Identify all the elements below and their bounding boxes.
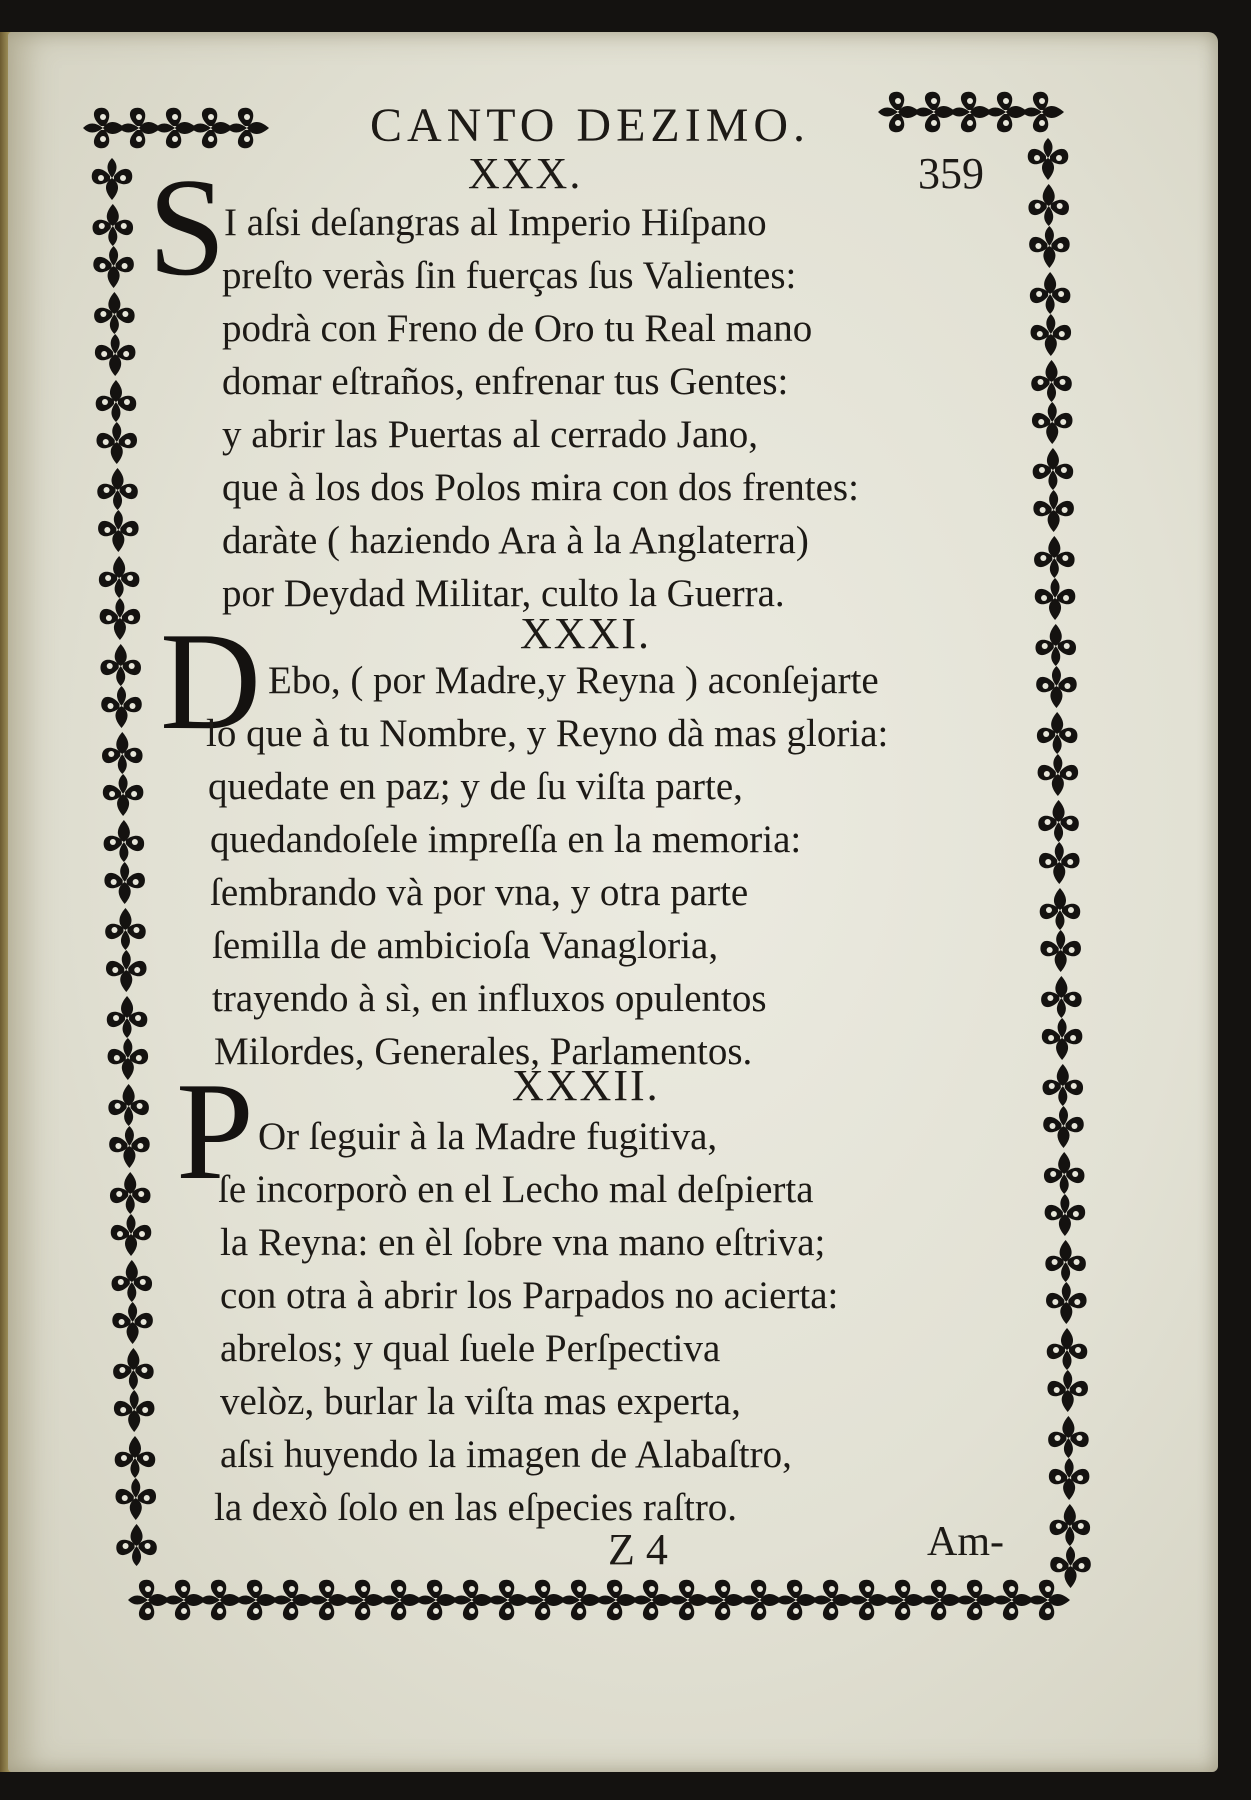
verse-line: aſsi huyendo la imagen de Alabaſtro, <box>220 1433 792 1476</box>
stanza-number: XXX. <box>468 149 583 198</box>
verse-line: abrelos; y qual ſuele Perſpectiva <box>220 1327 721 1370</box>
fleuron-ornament <box>1034 536 1075 578</box>
fleuron-ornament <box>1028 184 1069 226</box>
verse-line: domar eſtraños, enfrenar tus Gentes: <box>222 360 789 403</box>
fleuron-ornament <box>524 1580 566 1621</box>
fleuron-ornament <box>1045 1240 1086 1282</box>
verse-line: quedate en paz; y de ſu viſta parte, <box>208 765 743 808</box>
verse-line: ſembrando và por vna, y otra parte <box>210 871 749 914</box>
fleuron-ornament <box>1031 314 1072 356</box>
verse-line: trayendo à sì, en influxos opulentos <box>212 977 767 1020</box>
drop-cap: P <box>176 1054 254 1209</box>
fleuron-ornament <box>113 1348 154 1390</box>
fleuron-ornament <box>776 1580 818 1621</box>
fleuron-ornament <box>1045 1194 1086 1236</box>
verse-line: la Reyna: en èl ſobre vna mano eſtriva; <box>220 1221 826 1264</box>
fleuron-ornament <box>96 422 137 464</box>
verse-line: Or ſeguir à la Madre fugitiva, <box>258 1115 718 1158</box>
fleuron-ornament <box>111 1214 152 1256</box>
fleuron-ornament <box>1039 842 1080 884</box>
fleuron-ornament <box>104 820 145 862</box>
verse-line: Milordes, Generales, Parlamentos. <box>214 1030 753 1073</box>
drop-cap: D <box>160 604 262 759</box>
fleuron-ornament <box>110 1172 151 1214</box>
fleuron-ornament <box>95 334 136 376</box>
fleuron-ornament <box>98 510 139 552</box>
fleuron-ornament <box>1037 712 1078 754</box>
stanza-text <box>206 654 889 1078</box>
verse-line: la dexò ſolo en las eſpecies raſtro. <box>214 1486 738 1529</box>
fleuron-ornament <box>992 1580 1034 1621</box>
drop-cap: S <box>148 150 226 305</box>
verse-line: con otra à abrir los Parpados no acierta: <box>220 1274 839 1317</box>
fleuron-ornament <box>115 1436 156 1478</box>
fleuron-ornament <box>1038 800 1079 842</box>
fleuron-ornament <box>1038 754 1079 796</box>
fleuron-ornament <box>812 1580 854 1621</box>
fleuron-ornament <box>92 158 133 200</box>
verse-line: que à los dos Polos mira con dos frentes: <box>222 466 859 509</box>
fleuron-ornament <box>956 1580 998 1621</box>
fleuron-ornament <box>116 1478 157 1520</box>
fleuron-ornament <box>108 1084 149 1126</box>
fleuron-ornament <box>596 1580 638 1621</box>
verse-line: quedandoſele impreſſa en la memoria: <box>210 818 802 861</box>
fleuron-ornament <box>380 1580 422 1621</box>
fleuron-ornament <box>1028 138 1069 180</box>
fleuron-ornament <box>106 950 147 992</box>
running-head: CANTO DEZIMO. <box>369 99 811 152</box>
fleuron-ornament <box>668 1580 710 1621</box>
fleuron-ornament <box>93 204 134 246</box>
fleuron-ornament <box>1035 578 1076 620</box>
fleuron-ornament <box>920 1580 962 1621</box>
fleuron-ornament <box>108 1038 149 1080</box>
fleuron-ornament <box>1030 272 1071 314</box>
fleuron-ornament <box>1032 402 1073 444</box>
verse-line: ſemilla de ambicioſa Vanagloria, <box>212 924 719 967</box>
fleuron-ornament <box>83 108 125 149</box>
verse-line: Ebo, ( por Madre,y Reyna ) aconſejarte <box>268 659 879 702</box>
fleuron-ornament <box>308 1580 350 1621</box>
stanza-number: XXXI. <box>520 609 651 658</box>
page-number: 359 <box>918 149 984 198</box>
fleuron-ornament <box>1046 1282 1087 1324</box>
fleuron-ornament <box>1044 1152 1085 1194</box>
signature-mark: Z 4 <box>608 1525 668 1574</box>
verse-line: lo que à tu Nombre, y Reyno dà mas gloria: <box>206 712 889 755</box>
fleuron-ornament <box>344 1580 386 1621</box>
fleuron-ornament <box>1041 976 1082 1018</box>
verse-line: por Deydad Militar, culto la Guerra. <box>222 572 785 615</box>
fleuron-ornament <box>1033 448 1074 490</box>
fleuron-ornament <box>704 1580 746 1621</box>
fleuron-ornament <box>112 1260 153 1302</box>
fleuron-ornament <box>1043 1064 1084 1106</box>
fleuron-ornament <box>1031 360 1072 402</box>
fleuron-ornament <box>1050 1504 1091 1546</box>
verse-line: daràte ( haziendo Ara à la Anglaterra) <box>222 519 809 562</box>
fleuron-ornament <box>236 1580 278 1621</box>
fleuron-ornament <box>884 1580 926 1621</box>
fleuron-ornament <box>164 1580 206 1621</box>
fleuron-ornament <box>104 862 145 904</box>
fleuron-ornament <box>1033 490 1074 532</box>
fleuron-ornament <box>102 732 143 774</box>
fleuron-ornament <box>1040 930 1081 972</box>
fleuron-ornament <box>1029 226 1070 268</box>
verse-line: velòz, burlar la viſta mas experta, <box>220 1380 741 1423</box>
fleuron-ornament <box>101 686 142 728</box>
fleuron-ornament <box>200 1580 242 1621</box>
fleuron-ornament <box>1047 1370 1088 1412</box>
verse-line: y abrir las Puertas al cerrado Jano, <box>222 413 759 456</box>
fleuron-ornament <box>105 908 146 950</box>
stanza-text <box>222 196 859 620</box>
fleuron-ornament <box>488 1580 530 1621</box>
fleuron-ornament <box>107 996 148 1038</box>
stanza-text <box>214 1110 839 1534</box>
fleuron-ornament <box>1040 888 1081 930</box>
fleuron-ornament <box>94 292 135 334</box>
catchword: Am- <box>927 1519 1004 1565</box>
fleuron-ornament <box>119 108 161 149</box>
fleuron-ornament <box>416 1580 458 1621</box>
fleuron-ornament <box>114 1390 155 1432</box>
fleuron-ornament <box>632 1580 674 1621</box>
fleuron-ornament <box>109 1126 150 1168</box>
fleuron-ornament <box>1036 666 1077 708</box>
fleuron-ornament <box>1035 624 1076 666</box>
fleuron-ornament <box>191 108 233 149</box>
fleuron-ornament <box>740 1580 782 1621</box>
fleuron-ornament <box>99 556 140 598</box>
fleuron-ornament <box>272 1580 314 1621</box>
stanza-number: XXXII. <box>512 1061 660 1110</box>
fleuron-ornament <box>155 108 197 149</box>
fleuron-ornament <box>112 1302 153 1344</box>
fleuron-ornament <box>227 108 269 149</box>
fleuron-ornament <box>560 1580 602 1621</box>
fleuron-ornament <box>848 1580 890 1621</box>
fleuron-ornament <box>103 774 144 816</box>
fleuron-ornament <box>96 380 137 422</box>
fleuron-ornament <box>1050 1546 1091 1588</box>
fleuron-ornament <box>128 1580 170 1621</box>
fleuron-ornament <box>1042 1018 1083 1060</box>
fleuron-ornament <box>1028 1580 1070 1621</box>
fleuron-ornament <box>452 1580 494 1621</box>
fleuron-ornament <box>986 92 1028 133</box>
fleuron-ornament <box>100 644 141 686</box>
fleuron-ornament <box>1043 1106 1084 1148</box>
verse-line: I aſsi deſangras al Imperio Hiſpano <box>224 201 767 244</box>
fleuron-ornament <box>1049 1458 1090 1500</box>
fleuron-ornament <box>950 92 992 133</box>
fleuron-ornament <box>116 1524 157 1566</box>
fleuron-ornament <box>93 246 134 288</box>
verse-line: podrà con Freno de Oro tu Real mano <box>222 307 813 350</box>
fleuron-ornament <box>100 598 141 640</box>
fleuron-ornament <box>1047 1328 1088 1370</box>
fleuron-ornament <box>97 468 138 510</box>
fleuron-ornament <box>914 92 956 133</box>
verse-line: preſto veràs ſin fuerças ſus Valientes: <box>222 254 797 297</box>
verse-line: ſe incorporò en el Lecho mal deſpierta <box>218 1168 814 1211</box>
fleuron-ornament <box>1048 1416 1089 1458</box>
fleuron-ornament <box>1022 92 1064 133</box>
fleuron-ornament <box>878 92 920 133</box>
